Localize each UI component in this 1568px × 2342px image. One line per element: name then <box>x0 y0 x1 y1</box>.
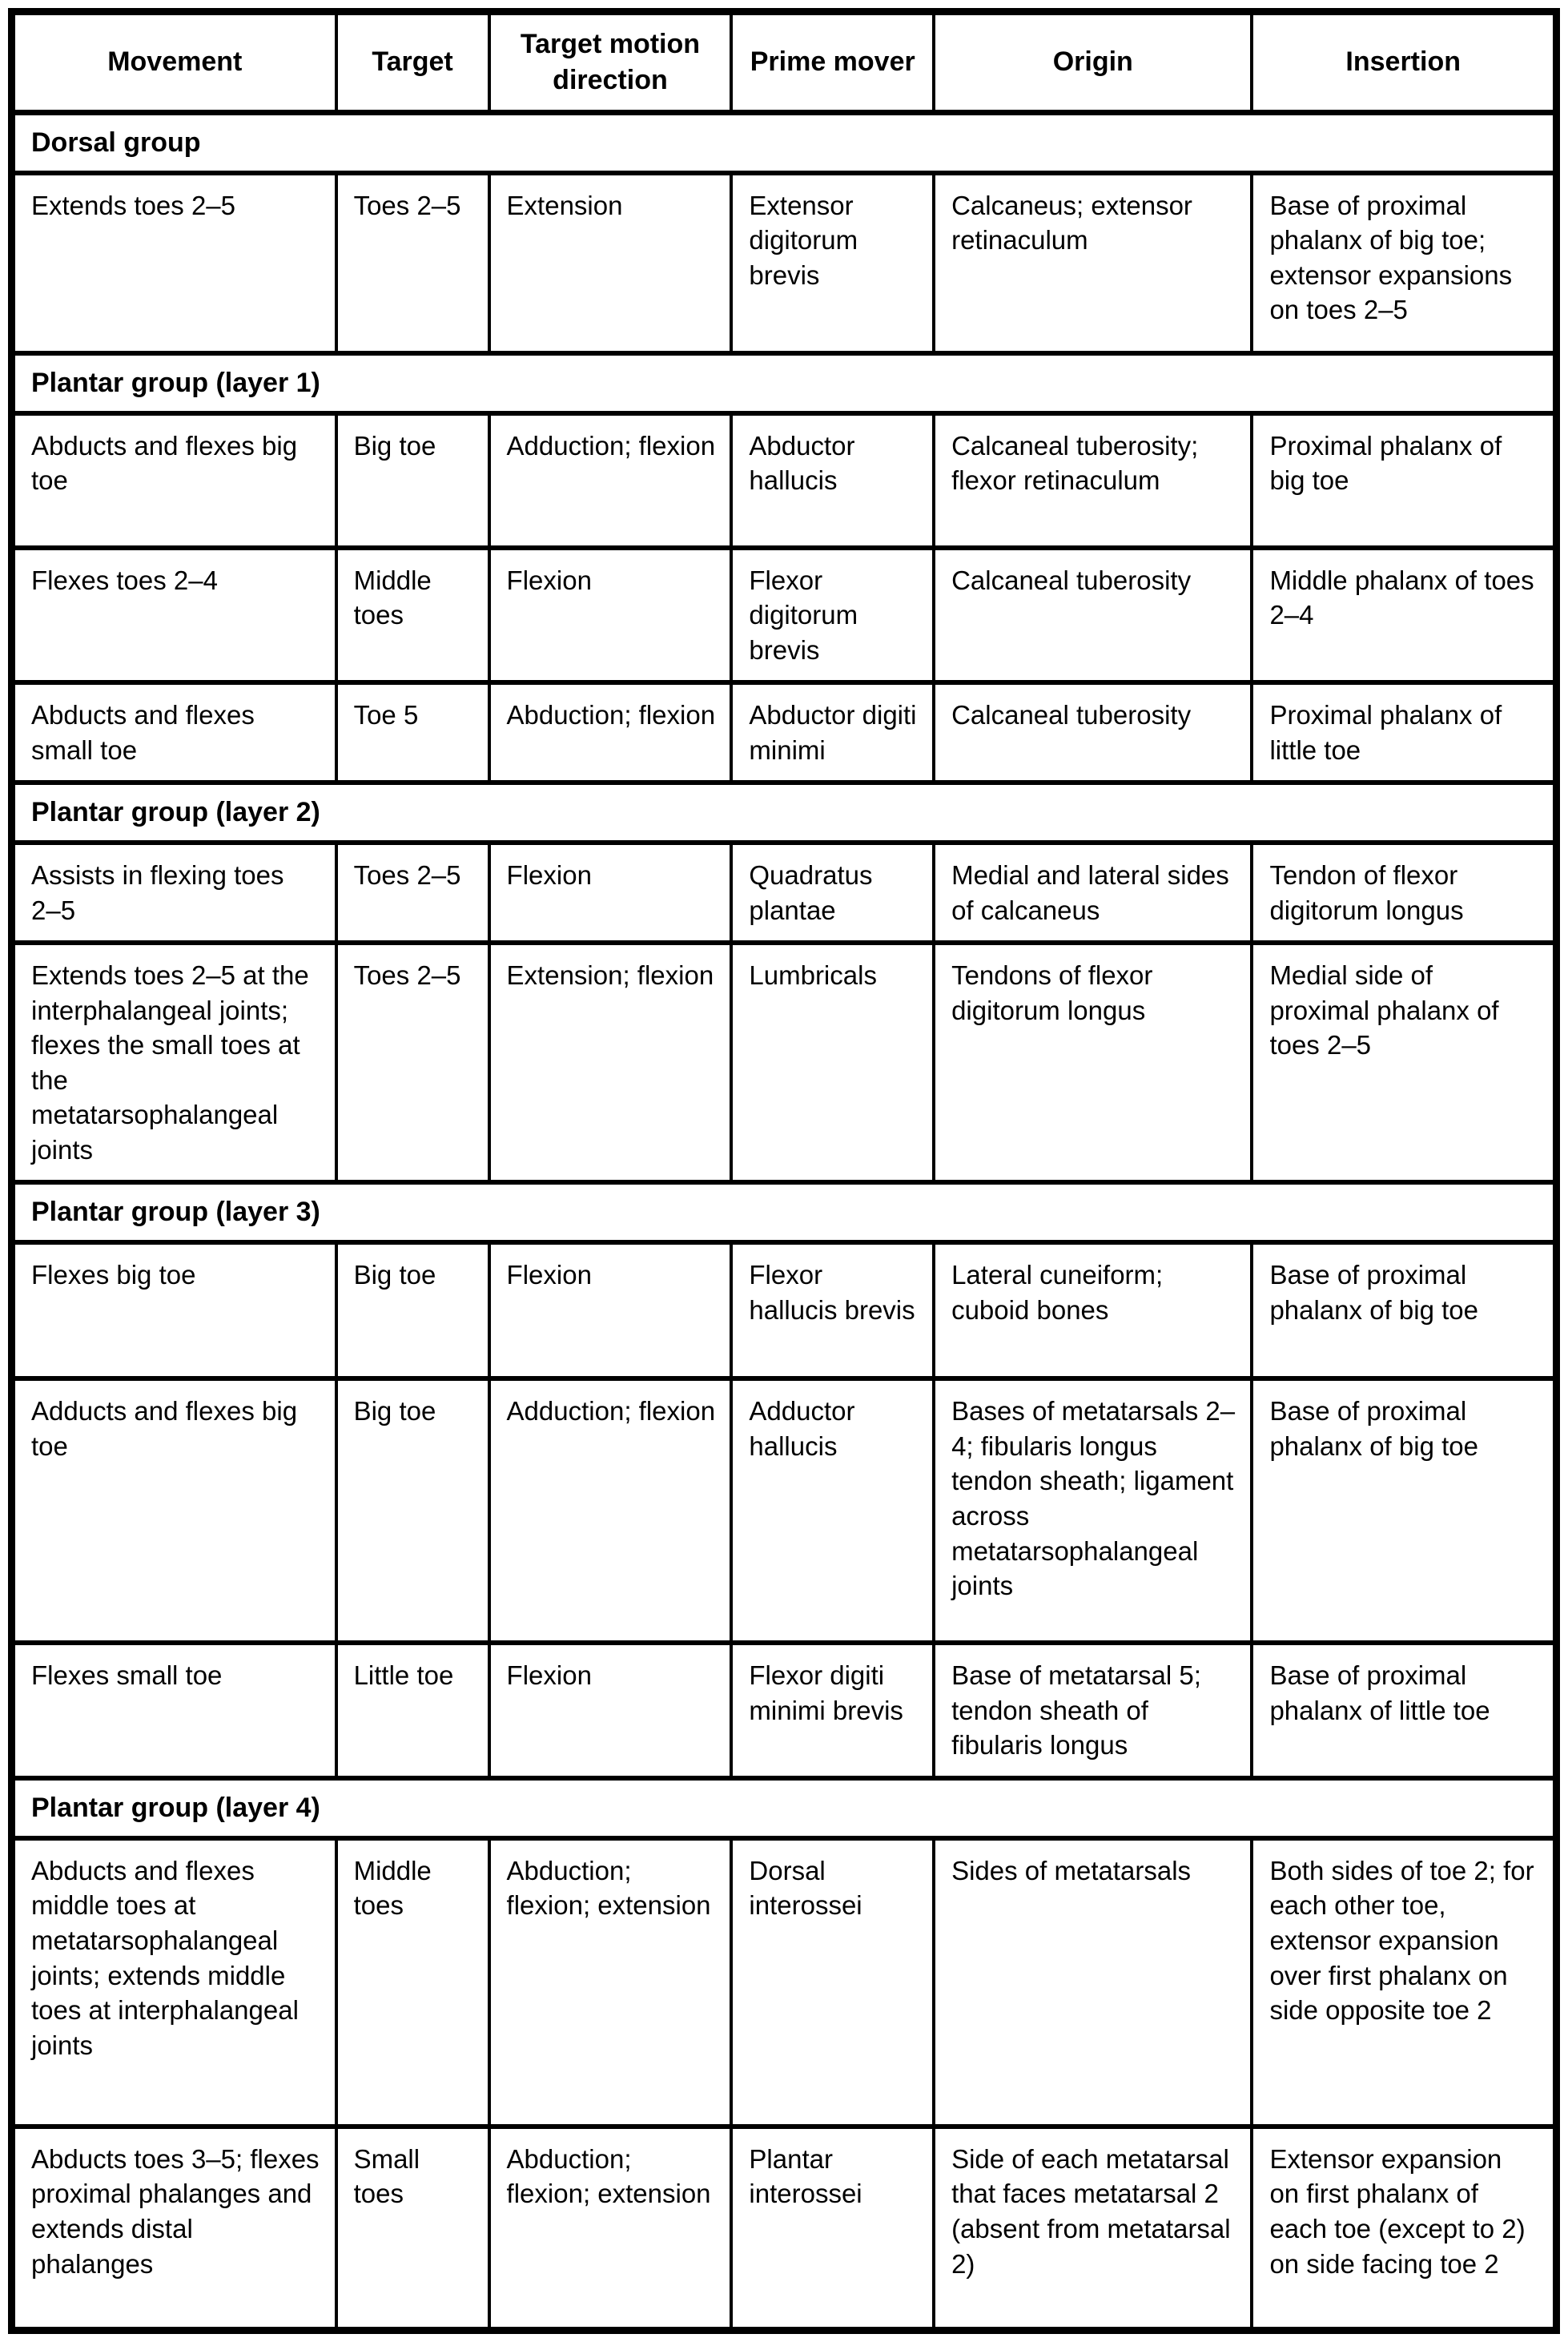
cell-movement: Abducts and flexes big toe <box>12 413 336 548</box>
cell-insertion: Base of proximal phalanx of big toe <box>1252 1242 1556 1378</box>
table-row <box>12 843 1557 943</box>
cell-target: Little toe <box>336 1643 489 1778</box>
cell-target-motion-direction: Adduction; flexion <box>489 1378 732 1643</box>
cell-prime-mover: Flexor hallucis brevis <box>731 1242 934 1378</box>
cell-target-motion-direction: Extension <box>489 173 732 353</box>
cell-origin: Calcaneus; extensor retinaculum <box>934 173 1252 353</box>
cell-insertion: Base of proximal phalanx of big toe; extensor expansions on toes 2–5 <box>1252 173 1556 353</box>
cell-origin: Calcaneal tuberosity; flexor retinaculum <box>934 413 1252 548</box>
cell-insertion: Extensor expansion on first phalanx of each toe (except to 2) on side facing toe 2 <box>1252 2127 1556 2331</box>
column-header-target-motion-direction: Target motion direction <box>489 12 732 113</box>
cell-target-motion-direction: Flexion <box>489 1643 732 1778</box>
cell-origin: Medial and lateral sides of calcaneus <box>934 843 1252 943</box>
table-row <box>12 682 1557 783</box>
cell-insertion: Medial side of proximal phalanx of toes 2–5 <box>1252 943 1556 1182</box>
cell-target: Middle toes <box>336 1838 489 2127</box>
table-row <box>12 943 1557 1182</box>
cell-insertion: Proximal phalanx of big toe <box>1252 413 1556 548</box>
cell-movement: Flexes small toe <box>12 1643 336 1778</box>
cell-target-motion-direction: Extension; flexion <box>489 943 732 1182</box>
intrinsic-foot-muscles-table <box>8 8 1560 2334</box>
cell-origin: Side of each metatarsal that faces metatarsal 2 (absent from metatarsal 2) <box>934 2127 1252 2331</box>
cell-target-motion-direction: Abduction; flexion <box>489 682 732 783</box>
cell-prime-mover: Adductor hallucis <box>731 1378 934 1643</box>
cell-prime-mover: Lumbricals <box>731 943 934 1182</box>
column-header-target: Target <box>336 12 489 113</box>
cell-movement: Flexes toes 2–4 <box>12 548 336 683</box>
section-label-plantar-layer-3: Plantar group (layer 3) <box>12 1182 1557 1242</box>
section-label-plantar-layer-4: Plantar group (layer 4) <box>12 1778 1557 1838</box>
section-label-plantar-layer-2: Plantar group (layer 2) <box>12 783 1557 843</box>
cell-origin: Calcaneal tuberosity <box>934 682 1252 783</box>
section-header-row-plantar-layer-1 <box>12 353 1557 413</box>
cell-target-motion-direction: Flexion <box>489 548 732 683</box>
cell-target: Toes 2–5 <box>336 843 489 943</box>
cell-prime-mover: Flexor digitorum brevis <box>731 548 934 683</box>
cell-insertion: Base of proximal phalanx of big toe <box>1252 1378 1556 1643</box>
cell-prime-mover: Plantar interossei <box>731 2127 934 2331</box>
cell-target-motion-direction: Flexion <box>489 843 732 943</box>
cell-target: Big toe <box>336 1242 489 1378</box>
column-header-prime-mover: Prime mover <box>731 12 934 113</box>
cell-origin: Bases of metatarsals 2–4; fibularis longus tendon sheath; ligament across metatarsophalangeal joints <box>934 1378 1252 1643</box>
column-header-origin: Origin <box>934 12 1252 113</box>
cell-target: Small toes <box>336 2127 489 2331</box>
cell-target-motion-direction: Flexion <box>489 1242 732 1378</box>
cell-insertion: Tendon of flexor digitorum longus <box>1252 843 1556 943</box>
cell-target-motion-direction: Abduction; flexion; extension <box>489 2127 732 2331</box>
table-row <box>12 1838 1557 2127</box>
cell-prime-mover: Abductor hallucis <box>731 413 934 548</box>
section-header-row-plantar-layer-3 <box>12 1182 1557 1242</box>
table-row <box>12 1378 1557 1643</box>
cell-target-motion-direction: Adduction; flexion <box>489 413 732 548</box>
section-label-dorsal-group: Dorsal group <box>12 112 1557 172</box>
cell-origin: Base of metatarsal 5; tendon sheath of fibularis longus <box>934 1643 1252 1778</box>
cell-origin: Tendons of flexor digitorum longus <box>934 943 1252 1182</box>
cell-movement: Flexes big toe <box>12 1242 336 1378</box>
column-header-insertion: Insertion <box>1252 12 1556 113</box>
section-header-row-plantar-layer-4 <box>12 1778 1557 1838</box>
cell-origin: Sides of metatarsals <box>934 1838 1252 2127</box>
cell-movement: Abducts toes 3–5; flexes proximal phalanges and extends distal phalanges <box>12 2127 336 2331</box>
cell-target: Toes 2–5 <box>336 173 489 353</box>
cell-movement: Extends toes 2–5 at the interphalangeal joints; flexes the small toes at the metatarsophalangeal joints <box>12 943 336 1182</box>
cell-target: Big toe <box>336 1378 489 1643</box>
column-header-movement: Movement <box>12 12 336 113</box>
cell-prime-mover: Quadratus plantae <box>731 843 934 943</box>
cell-target: Toe 5 <box>336 682 489 783</box>
table-row <box>12 548 1557 683</box>
cell-movement: Extends toes 2–5 <box>12 173 336 353</box>
section-header-row-plantar-layer-2 <box>12 783 1557 843</box>
cell-insertion: Middle phalanx of toes 2–4 <box>1252 548 1556 683</box>
cell-target: Big toe <box>336 413 489 548</box>
section-header-row-dorsal-group <box>12 112 1557 172</box>
table-row <box>12 413 1557 548</box>
cell-movement: Abducts and flexes small toe <box>12 682 336 783</box>
cell-movement: Assists in flexing toes 2–5 <box>12 843 336 943</box>
table-row <box>12 1242 1557 1378</box>
table-body <box>12 112 1557 2331</box>
cell-origin: Lateral cuneiform; cuboid bones <box>934 1242 1252 1378</box>
cell-origin: Calcaneal tuberosity <box>934 548 1252 683</box>
cell-insertion: Base of proximal phalanx of little toe <box>1252 1643 1556 1778</box>
cell-insertion: Proximal phalanx of little toe <box>1252 682 1556 783</box>
cell-target: Middle toes <box>336 548 489 683</box>
table-row <box>12 1643 1557 1778</box>
table-row <box>12 2127 1557 2331</box>
cell-prime-mover: Extensor digitorum brevis <box>731 173 934 353</box>
header-row <box>12 12 1557 113</box>
table-header <box>12 12 1557 113</box>
cell-prime-mover: Flexor digiti minimi brevis <box>731 1643 934 1778</box>
cell-prime-mover: Dorsal interossei <box>731 1838 934 2127</box>
section-label-plantar-layer-1: Plantar group (layer 1) <box>12 353 1557 413</box>
cell-movement: Abducts and flexes middle toes at metatarsophalangeal joints; extends middle toes at interphalangeal joints <box>12 1838 336 2127</box>
cell-target: Toes 2–5 <box>336 943 489 1182</box>
table-row <box>12 173 1557 353</box>
cell-prime-mover: Abductor digiti minimi <box>731 682 934 783</box>
cell-insertion: Both sides of toe 2; for each other toe, extensor expansion over first phalanx on side opposite toe 2 <box>1252 1838 1556 2127</box>
cell-target-motion-direction: Abduction; flexion; extension <box>489 1838 732 2127</box>
cell-movement: Adducts and flexes big toe <box>12 1378 336 1643</box>
